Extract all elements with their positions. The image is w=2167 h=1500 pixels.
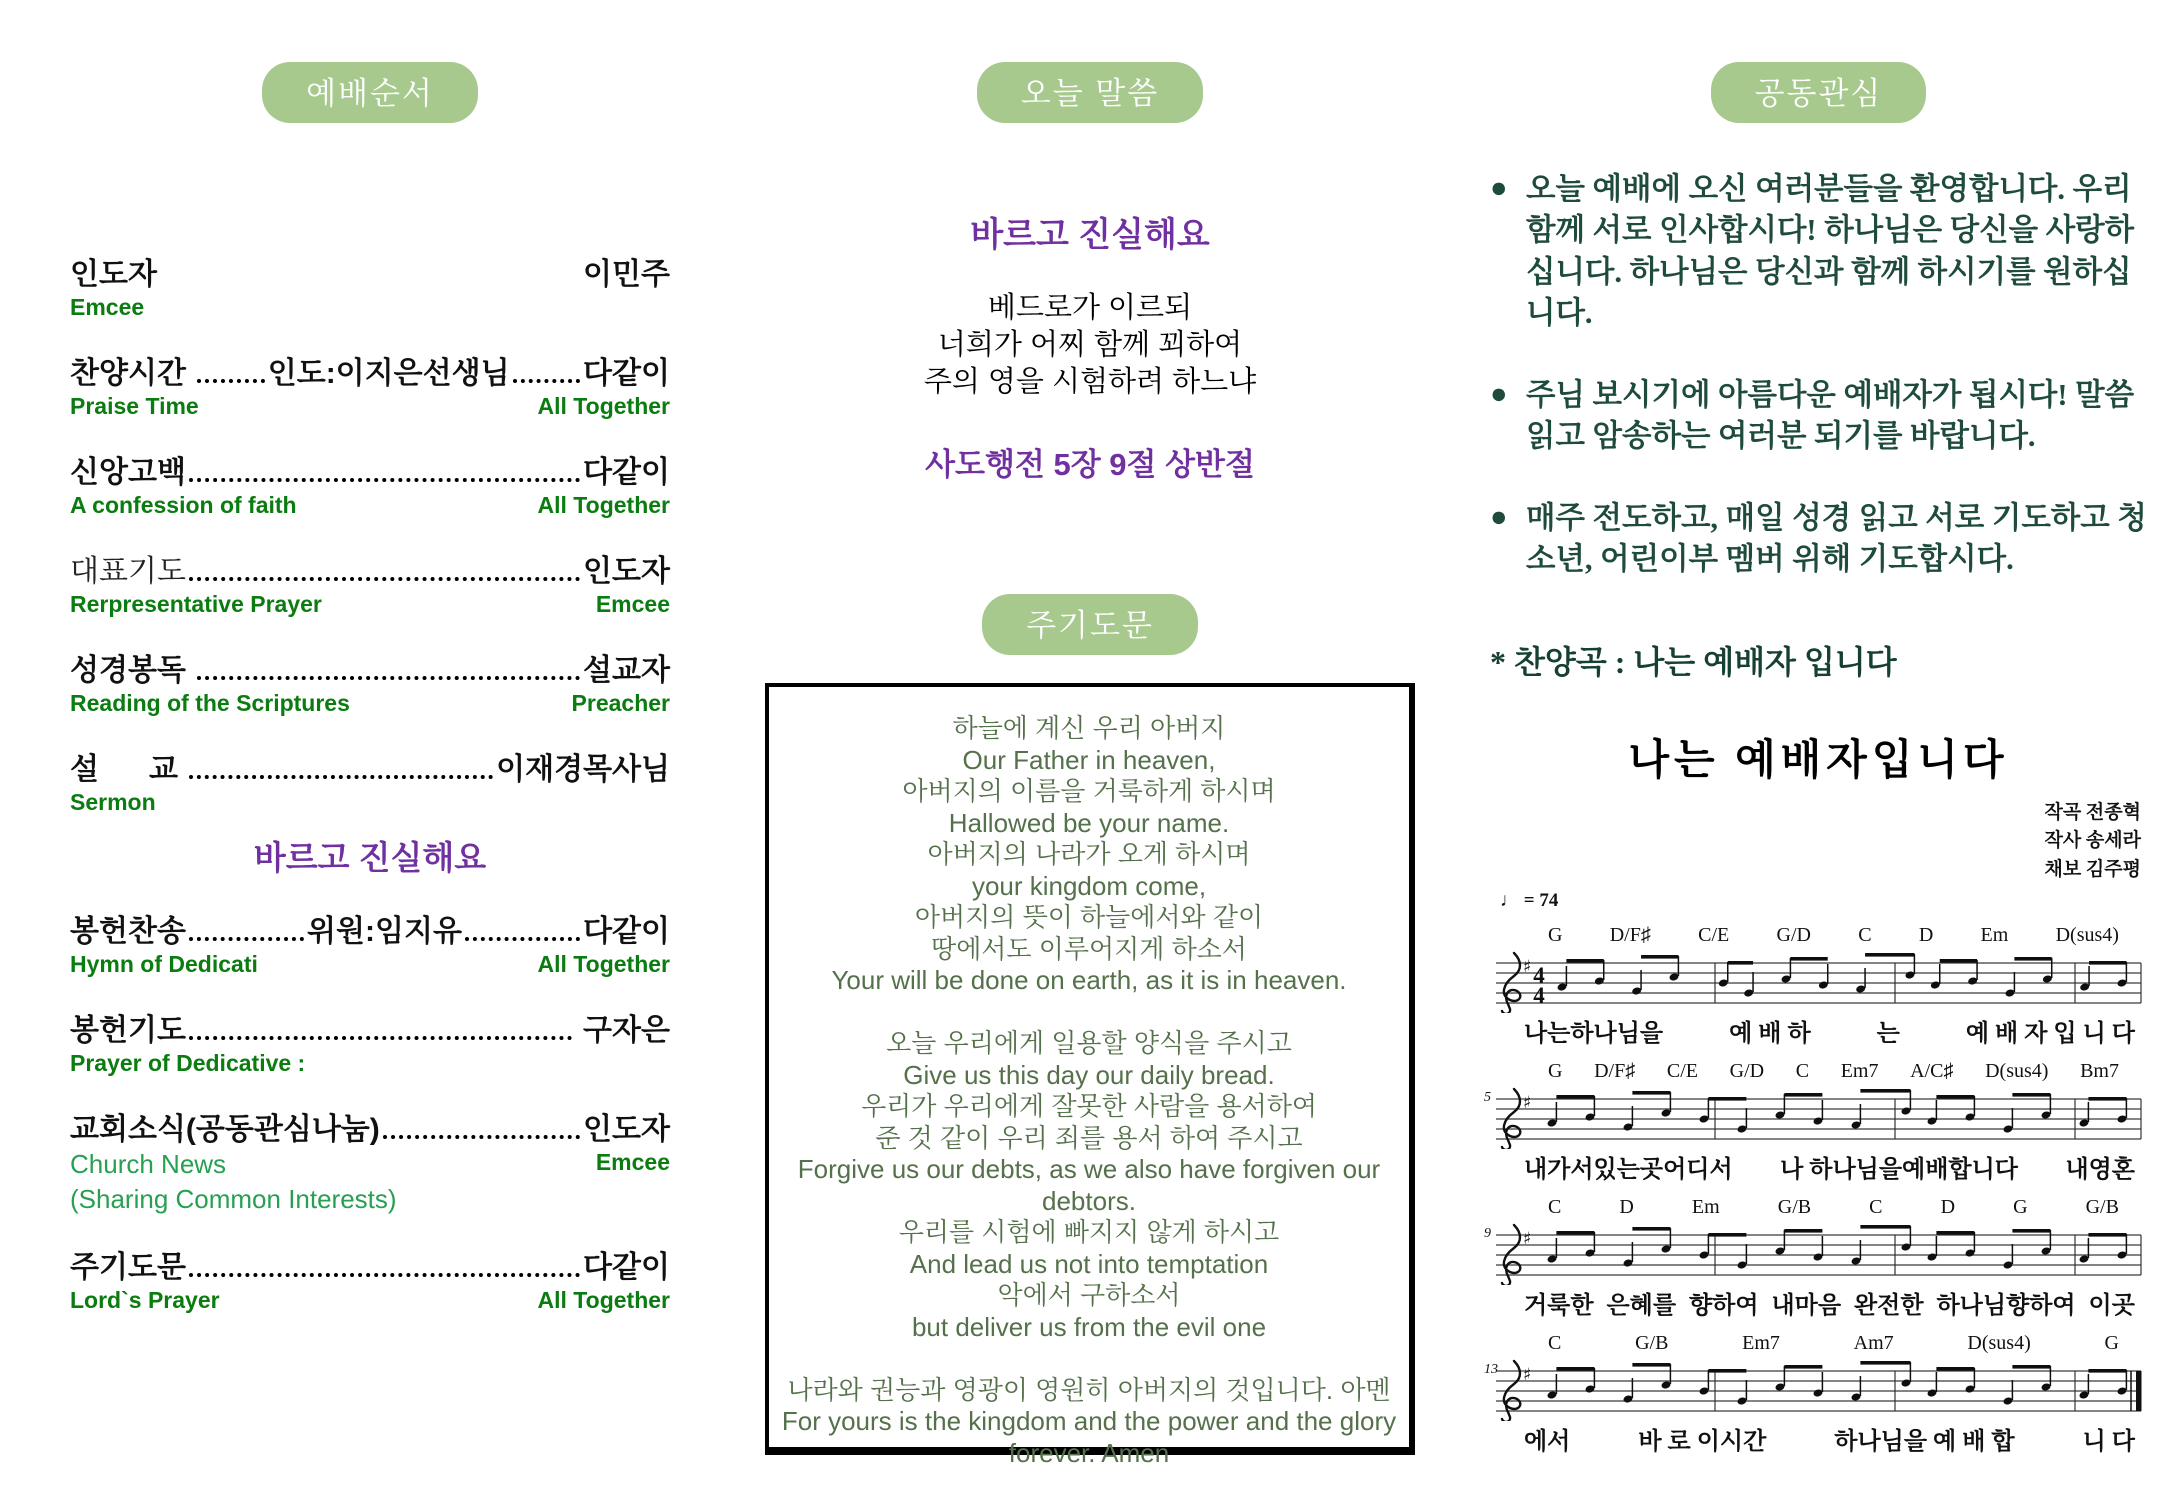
staff-svg <box>1490 1221 2147 1285</box>
scripture-line: 주의 영을 시험하려 하느냐 <box>923 366 1257 399</box>
order-item-right: 다같이 <box>583 357 670 390</box>
chord-label: D <box>1940 1196 1956 1219</box>
order-row-subline <box>70 492 670 519</box>
order-item-right: 이민주 <box>583 258 670 291</box>
order-row <box>70 249 670 321</box>
lyric-syllable: 거룩한 <box>1524 1293 1594 1320</box>
todays-word-badge <box>977 62 1203 123</box>
order-row-titleline <box>70 249 670 293</box>
staff-line <box>1490 924 2147 1048</box>
chord-label: G/D <box>1729 1060 1765 1083</box>
order-row-titleline <box>70 348 670 392</box>
chord-row <box>1490 1332 2147 1357</box>
order-item-right: 다같이 <box>583 1251 670 1284</box>
chord-label: D/F♯ <box>1609 924 1651 947</box>
measure-number: 13 <box>1484 1362 1498 1378</box>
lords-prayer-badge-label: 주기도문 <box>1026 608 1154 644</box>
chord-label: D <box>1918 924 1934 947</box>
order-item-right: 다같이 <box>583 456 670 489</box>
dotted-leader <box>197 676 580 680</box>
staff-line <box>1484 1332 2147 1456</box>
lyric-syllable: 바 로 이시간 <box>1638 1429 1767 1456</box>
order-item-title: 인도자 <box>70 258 157 291</box>
order-item-english: Praise Time <box>70 393 199 419</box>
notice-bullet <box>1490 375 2147 458</box>
order-item-title: 대표기도 <box>70 555 186 588</box>
prayer-line: 우리를 시험에 빠지지 않게 하시고 <box>898 1217 1280 1248</box>
order-row-subline <box>70 1149 670 1180</box>
worship-order-badge <box>262 62 478 123</box>
bullet-marker: ● <box>1490 377 1508 410</box>
prayer-line: 땅에서도 이루어지게 하소서 <box>931 933 1247 964</box>
order-item-english: Emcee <box>70 294 145 320</box>
chord-label: G <box>2013 1196 2028 1219</box>
prayer-line: 아버지의 나라가 오게 하시며 <box>927 839 1251 870</box>
order-item-english: Sermon <box>70 789 156 815</box>
chord-label: D <box>1619 1196 1634 1219</box>
order-row-subline <box>70 951 670 978</box>
common-interests-badge <box>1711 62 1927 123</box>
order-row-subline <box>70 690 670 717</box>
order-item-title: 봉헌찬송 <box>70 915 186 948</box>
notice-bullet <box>1490 498 2147 581</box>
order-item-right-english: Emcee <box>595 591 670 617</box>
prayer-text <box>769 713 1409 1469</box>
chord-label: D(sus4) <box>1985 1060 2049 1083</box>
sermon-title-note: 바르고 진실해요 <box>253 839 487 876</box>
sermon-title: 바르고 진실해요 <box>970 216 1210 254</box>
order-row-subline <box>70 393 670 420</box>
order-row-subline <box>70 789 670 816</box>
chord-label: D/F♯ <box>1594 1060 1636 1083</box>
order-row-subline <box>70 591 670 618</box>
tempo-marking: ♩ = 74 <box>1500 890 1559 912</box>
todays-word-badge-label: 오늘 말씀 <box>1020 76 1160 111</box>
song-title: 나는 예배자입니다 <box>1628 737 2009 784</box>
chord-label: G <box>2104 1332 2119 1355</box>
chord-label: C/E <box>1666 1060 1698 1083</box>
staff-svg <box>1490 1085 2147 1149</box>
svg-text:♯: ♯ <box>1523 957 1532 978</box>
lyric-row <box>1490 1421 2147 1456</box>
staff-svg <box>1490 949 2147 1013</box>
prayer-line: For yours is the kingdom and the power and the glory <box>781 1406 1397 1437</box>
credit-line: 채보 김주평 <box>2044 858 2141 880</box>
prayer-line <box>769 997 1409 1029</box>
worship-order-section <box>70 62 670 1341</box>
order-item-middle: 위원:임지유 <box>307 915 462 948</box>
svg-text:4: 4 <box>1533 983 1545 1009</box>
notice-bullet <box>1490 169 2147 335</box>
chord-label: C <box>1548 1332 1562 1355</box>
svg-text:♯: ♯ <box>1523 1365 1532 1386</box>
chord-label: G/D <box>1776 924 1811 947</box>
prayer-line: 오늘 우리에게 일용할 양식을 주시고 <box>886 1028 1292 1059</box>
lords-prayer-box <box>765 683 1415 1468</box>
chord-label: Em7 <box>1742 1332 1780 1355</box>
notice-bullets <box>1490 169 2147 581</box>
chord-row <box>1490 1196 2147 1221</box>
chord-row <box>1490 924 2147 949</box>
order-item-english2: (Sharing Common Interests) <box>70 1184 397 1214</box>
prayer-line: 우리가 우리에게 잘못한 사람을 용서하여 <box>861 1091 1317 1122</box>
order-row <box>70 348 670 420</box>
order-item-title: 성경봉독 <box>70 654 195 687</box>
prayer-line: debtors. <box>1042 1185 1136 1216</box>
order-item-english: Rerpresentative Prayer <box>70 591 322 617</box>
order-item-right: 설교자 <box>583 654 670 687</box>
order-item-right: 인도자 <box>583 555 670 588</box>
scripture-reference: 사도행전 5장 9절 상반절 <box>925 447 1255 483</box>
order-row-titleline <box>70 1242 670 1286</box>
order-row-titleline <box>70 447 670 491</box>
common-interests-badge-label: 공동관심 <box>1754 76 1883 111</box>
order-item-right: 이재경목사님 <box>496 753 670 786</box>
staff-svg <box>1490 1357 2147 1421</box>
lyric-row <box>1490 1149 2147 1184</box>
order-item-english: Church News <box>70 1149 227 1179</box>
measure-number: 9 <box>1484 1226 1491 1242</box>
bullet-marker: ● <box>1490 500 1508 533</box>
lyric-syllable: 은혜를 <box>1606 1293 1677 1320</box>
lyric-syllable: 내가서있는곳어디서 <box>1524 1157 1733 1184</box>
order-row <box>70 744 670 879</box>
lyric-syllable: 에서 <box>1524 1429 1571 1456</box>
song-credits <box>1490 799 2147 885</box>
order-item-title: 찬양시간 <box>70 357 195 390</box>
scripture-line: 베드로가 이르되 <box>987 292 1193 324</box>
prayer-line <box>769 1343 1409 1375</box>
chord-label: C <box>1795 1060 1810 1083</box>
order-item-right-english: Preacher <box>571 690 670 716</box>
sheet-music <box>1484 727 2147 1457</box>
order-item-english: Lord`s Prayer <box>70 1287 220 1313</box>
lyric-syllable: 예 배 하 <box>1729 1021 1811 1048</box>
credit-line: 작사 송세라 <box>2044 830 2141 852</box>
order-row-titleline <box>70 1104 670 1148</box>
praise-song-note: * 찬양곡 : 나는 예배자 입니다 <box>1490 643 1897 680</box>
chord-label: C <box>1858 924 1872 947</box>
order-row-subline <box>70 1050 670 1077</box>
chord-label: Em <box>1980 924 2009 947</box>
prayer-line: Our Father in heaven, <box>962 744 1216 775</box>
bullet-text: 매주 전도하고, 매일 성경 읽고 서로 기도하고 청소년, 어린이부 멤버 위해 기도합시다. <box>1526 500 2147 577</box>
chord-label: Am7 <box>1853 1332 1894 1355</box>
dotted-leader <box>189 1273 580 1277</box>
lyric-row <box>1490 1285 2147 1320</box>
prayer-line: 악에서 구하소서 <box>997 1280 1181 1311</box>
prayer-line: 아버지의 이름을 거룩하게 하시며 <box>902 776 1276 807</box>
order-item-middle: 인도:이지은선생님 <box>267 357 510 390</box>
order-item-english: A confession of faith <box>70 492 297 518</box>
order-item-title: 주기도문 <box>70 1251 186 1284</box>
prayer-line: but deliver us from the evil one <box>911 1311 1267 1342</box>
order-row <box>70 1005 670 1077</box>
staves <box>1484 924 2147 1456</box>
prayer-line: Forgive us our debts, as we also have forgiven our <box>797 1154 1381 1185</box>
chord-label: G/B <box>1635 1332 1669 1355</box>
chord-label: C/E <box>1698 924 1730 947</box>
credit-line: 작곡 전종혁 <box>2044 801 2141 823</box>
chord-label: Bm7 <box>2080 1060 2119 1083</box>
prayer-line: 나라와 권능과 영광이 영원히 아버지의 것입니다. 아멘 <box>787 1374 1391 1405</box>
lyric-syllable: 하나님을 예 배 합 <box>1834 1429 2015 1456</box>
scripture-line: 너희가 어찌 함께 꾀하여 <box>937 329 1243 362</box>
prayer-line: 아버지의 뜻이 하늘에서와 같이 <box>914 902 1264 933</box>
order-item-english: Reading of the Scriptures <box>70 690 350 716</box>
lyric-syllable: 하나님향하여 <box>1936 1293 2076 1320</box>
order-row-titleline <box>70 906 670 950</box>
dotted-leader <box>189 937 304 941</box>
prayer-line: And lead us not into temptation <box>909 1248 1269 1279</box>
dotted-leader <box>465 937 580 941</box>
chord-label: G/B <box>1777 1196 1812 1219</box>
prayer-line: Your will be done on earth, as it is in heaven. <box>831 965 1347 996</box>
order-item-title: 설 교 <box>70 753 187 786</box>
worship-order-badge-label: 예배순서 <box>306 76 434 111</box>
dotted-leader <box>189 775 493 779</box>
lords-prayer-badge <box>982 594 1198 655</box>
lyric-syllable: 니 다 <box>2082 1429 2135 1456</box>
chord-label: C <box>1869 1196 1883 1219</box>
order-item-english: Prayer of Dedicative : <box>70 1050 306 1076</box>
chord-label: G/B <box>2085 1196 2119 1219</box>
order-row-titleline <box>70 744 670 788</box>
chord-label: D(sus4) <box>2055 924 2119 947</box>
todays-word-section <box>765 62 1415 1468</box>
chord-label: Em7 <box>1840 1060 1879 1083</box>
dotted-leader <box>189 577 580 581</box>
chord-label: D(sus4) <box>1967 1332 2031 1355</box>
svg-text:♯: ♯ <box>1523 1229 1532 1250</box>
order-item-title: 교회소식(공동관심나눔) <box>70 1113 380 1146</box>
order-row <box>70 1242 670 1314</box>
prayer-line: 준 것 같이 우리 죄를 용서 하여 주시고 <box>875 1122 1303 1153</box>
order-row <box>70 1104 670 1215</box>
order-item-right: 다같이 <box>583 915 671 948</box>
chord-label: G <box>1548 924 1563 947</box>
order-row <box>70 546 670 618</box>
bullet-marker: ● <box>1490 172 1508 204</box>
prayer-line: 하늘에 계신 우리 아버지 <box>952 713 1226 744</box>
order-item-right-english: All Together <box>537 951 670 977</box>
order-item-right-english: All Together <box>537 1287 670 1313</box>
chord-label: G <box>1548 1060 1563 1083</box>
order-row-titleline <box>70 645 670 689</box>
lyric-syllable: 이곳 <box>2088 1293 2135 1320</box>
lyric-syllable: 나는하나님을 <box>1524 1021 1664 1048</box>
order-item-right-english: All Together <box>537 393 670 419</box>
bullet-text: 오늘 예배에 오신 여러분들을 환영합니다. 우리 함께 서로 인사합시다! 하나님은 당신을 사랑하십니다. 하나님은 당신과 함께 하시기를 원하십니다. <box>1526 172 2135 331</box>
svg-text:♯: ♯ <box>1523 1093 1532 1114</box>
chord-row <box>1490 1060 2147 1085</box>
order-item-title: 신앙고백 <box>70 456 186 489</box>
svg-text:4: 4 <box>1533 963 1545 989</box>
staff-line <box>1484 1060 2147 1184</box>
prayer-line: forever. Amen <box>1008 1437 1170 1468</box>
order-item-english: Hymn of Dedicati <box>70 951 258 977</box>
chord-label: A/C♯ <box>1910 1060 1954 1083</box>
lyric-syllable: 예 배 자 입 니 다 <box>1965 1021 2135 1048</box>
order-row-titleline <box>70 1005 670 1049</box>
dotted-leader <box>189 1036 572 1040</box>
lyric-syllable: 나 하나님을예배합니다 <box>1780 1157 2018 1184</box>
bullet-text: 주님 보시기에 아름다운 예배자가 됩시다! 말씀 읽고 암송하는 여러분 되기를 바랍니다. <box>1526 377 2135 454</box>
scripture-lines <box>765 290 1415 401</box>
prayer-line: your kingdom come, <box>971 870 1207 901</box>
order-item-right: 인도자 <box>583 1113 670 1146</box>
dotted-leader <box>383 1135 580 1139</box>
order-row <box>70 645 670 717</box>
prayer-line: Hallowed be your name. <box>948 807 1230 838</box>
dotted-leader <box>197 379 264 383</box>
order-row <box>70 447 670 519</box>
staff-line <box>1484 1196 2147 1320</box>
order-row-subline <box>70 1287 670 1314</box>
common-interests-section <box>1484 62 2147 1456</box>
lyric-syllable: 완전한 <box>1854 1293 1924 1320</box>
chord-label: C <box>1548 1196 1562 1219</box>
order-item-right-english: All Together <box>537 492 670 518</box>
prayer-line: Give us this day our daily bread. <box>903 1059 1275 1090</box>
order-row-titleline <box>70 546 670 590</box>
measure-number: 5 <box>1484 1090 1491 1106</box>
order-row <box>70 906 670 978</box>
order-row-subline <box>70 294 670 321</box>
order-list <box>70 249 670 1314</box>
lyric-syllable: 내마음 <box>1771 1293 1842 1320</box>
dotted-leader <box>513 379 580 383</box>
order-item-right: 구자은 <box>574 1014 670 1047</box>
lyric-syllable: 내영혼 <box>2065 1157 2135 1184</box>
order-item-right-english: Emcee <box>595 1149 670 1175</box>
lyric-syllable: 는 <box>1876 1021 1900 1048</box>
lyric-row <box>1490 1013 2147 1048</box>
order-item-title: 봉헌기도 <box>70 1014 186 1047</box>
dotted-leader <box>189 478 580 482</box>
chord-label: Em <box>1691 1196 1720 1219</box>
lyric-syllable: 향하여 <box>1689 1293 1759 1320</box>
